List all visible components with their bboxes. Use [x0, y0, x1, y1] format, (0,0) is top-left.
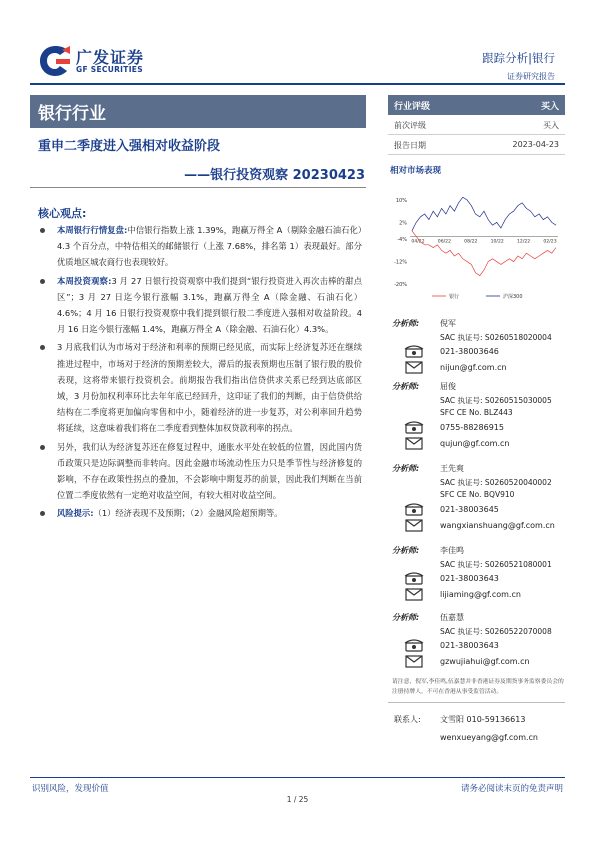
x-tick-label: 06/22	[437, 239, 452, 245]
analyst-name: 李佳鸣	[440, 546, 464, 555]
analyst-name: 屈俊	[440, 382, 456, 391]
analyst-card	[392, 317, 567, 376]
series-line-bank	[412, 231, 556, 276]
prev-rating-value: 买入	[543, 121, 559, 130]
y-tick-label: -12%	[394, 259, 407, 266]
bullet-label: 本周投资观察:	[57, 275, 112, 286]
phone-icon	[404, 502, 424, 516]
analyst-phone	[392, 502, 567, 518]
analyst-role: 分析师:	[392, 382, 420, 391]
analyst-card	[392, 380, 567, 452]
analyst-cert	[392, 394, 567, 407]
analyst-card	[392, 462, 567, 534]
brand-name-cn: 广发证券	[76, 48, 145, 67]
bullet-text: 3 月底我们认为市场对于经济和利率的预期已经见底，而实际上经济复苏还在继续推进过程中，市场对于经济的预期差较大，滞后的报表预期也压制了银行股的股价表现，这将带来银行投资机会。前期报告我们指出信贷供求关系已经到达底部区域，3 月份加权利率环比去年年底已经回升，这印证了我们的判断，由于信贷供给结构在二季度将更加偏向零售和中小，随着经济的进一步复苏，对公利率回升趋势将延续，这意味着我们将在二季度看到整体加权贷款利率的拐点。	[57, 342, 362, 434]
core-bullet	[40, 505, 362, 521]
analyst-name: 伍嘉慧	[440, 613, 464, 622]
analyst-name: 王先爽	[440, 464, 464, 473]
core-bullet	[40, 222, 362, 271]
industry-banner	[30, 95, 366, 128]
analyst-phone-text: 021-38003643	[440, 574, 499, 583]
analyst-cert-text: SAC 执证号: S0260521080001	[440, 560, 552, 569]
analyst-phone-text: 0755-88286915	[440, 423, 504, 432]
contact-phone: 文雪阳 010-59136613	[440, 715, 526, 724]
core-bullet	[40, 439, 362, 504]
x-tick-label: 10/22	[490, 239, 504, 245]
analyst-email-text[interactable]: wangxianshuang@gf.com.cn	[440, 521, 555, 530]
report-subtitle: ——银行投资观察 20230423	[184, 168, 365, 183]
mail-icon	[404, 360, 424, 374]
analyst-cert	[392, 331, 567, 344]
report-title: 重申二季度进入强相对收益阶段	[38, 139, 221, 154]
mail-icon	[404, 654, 424, 668]
phone-icon	[404, 420, 424, 434]
report-type: 跟踪分析|银行	[482, 51, 555, 65]
x-tick-label: 12/22	[516, 239, 531, 245]
analyst-name: 倪军	[440, 319, 456, 328]
analyst-cert-sfc	[392, 407, 567, 420]
gf-logo-icon	[38, 44, 72, 78]
analyst-cert	[392, 558, 567, 571]
prev-rating-label: 前次评级	[394, 121, 426, 130]
analyst-cert	[392, 476, 567, 489]
mail-icon	[404, 436, 424, 450]
bullet-dot-icon	[40, 345, 45, 350]
contact-email[interactable]: wenxueyang@gf.com.cn	[440, 733, 538, 742]
analyst-phone	[392, 420, 567, 436]
bullet-dot-icon	[40, 279, 45, 284]
chart-legend	[432, 293, 523, 300]
analyst-role: 分析师:	[392, 613, 420, 622]
bullet-label: 风险提示:	[57, 508, 94, 519]
relative-performance-heading: 相对市场表现	[390, 166, 442, 176]
x-tick-label: 02/23	[543, 239, 557, 245]
brand-name-en: GF SECURITIES	[76, 65, 143, 74]
core-bullet	[40, 273, 362, 338]
legend-label: 沪深300	[503, 294, 523, 300]
analyst-name-row	[392, 462, 567, 476]
mail-icon	[404, 518, 424, 532]
analyst-cert	[392, 625, 567, 638]
contact-label: 联系人:	[394, 715, 421, 724]
rating-table	[388, 95, 565, 155]
footer-divider	[30, 777, 565, 778]
series-line-csi300	[412, 197, 556, 231]
analyst-email[interactable]	[392, 360, 567, 376]
analyst-card	[392, 544, 567, 603]
analyst-cert-text: SAC 执证号: S0260522070008	[440, 627, 552, 636]
mail-icon	[404, 587, 424, 601]
footer-slogan: 识别风险，发现价值	[32, 784, 109, 794]
analyst-cert-text: SAC 执证号: S0260515030005	[440, 396, 552, 405]
bullet-label: 本周银行行情复盘:	[57, 225, 128, 235]
core-bullet	[40, 339, 362, 436]
bullet-text: 3 月 27 日银行投资观察中我们提到“银行投资进入再次击棒的甜点区”；3 月 27 日迄今银行涨幅 3.1%，跑赢万得全 A（除金融、石油石化）4.6%；4 月 16 日银行投资观察中我们提到银行股二季度进入强相对收益阶段。4 月 16 日迄今银行涨幅 1.4%，跑赢万得全 A（除金融、石油石化）4.3%。	[57, 275, 362, 335]
footer-disclaimer-link[interactable]: 请务必阅读末页的免责声明	[460, 784, 563, 794]
bullet-text: 中信银行指数上涨 1.39%，跑赢万得全 A（剔除金融石油石化）4.3 个百分点，中特估相关的邮储银行（上涨 7.68%，排名第 1）表现最好。部分优质地区城农商行也表现较好。	[57, 225, 362, 268]
rating-current: 买入	[540, 102, 559, 112]
analyst-email-text[interactable]: gzwujiahui@gf.com.cn	[440, 657, 530, 666]
company-logo	[38, 44, 158, 78]
core-views-heading: 核心观点:	[38, 207, 87, 220]
analyst-name-row	[392, 544, 567, 558]
analyst-email-text[interactable]: nijun@gf.com.cn	[440, 363, 507, 372]
y-tick-label: -4%	[397, 237, 407, 244]
analyst-phone-text: 021-38003646	[440, 347, 499, 356]
analyst-cert-sfc-text: SFC CE No. BQV910	[440, 490, 515, 499]
analyst-cert-sfc	[392, 489, 567, 502]
relative-performance-chart	[388, 192, 565, 304]
analyst-phone-text: 021-38003645	[440, 505, 499, 514]
analyst-role: 分析师:	[392, 319, 420, 328]
y-tick-label: 10%	[395, 198, 407, 204]
analyst-email[interactable]	[392, 436, 567, 452]
legend-label: 银行	[449, 294, 460, 300]
phone-icon	[404, 344, 424, 358]
analyst-email[interactable]	[392, 518, 567, 534]
rating-row-prev	[388, 115, 565, 135]
industry-title: 银行行业	[38, 104, 106, 124]
title-divider	[30, 187, 366, 188]
analyst-phone	[392, 571, 567, 587]
license-note: 请注意，倪军,李佳鸣,伍嘉慧并非香港证券及期货事务监察委员会的注册持牌人，不可在香港从事受监管活动。	[392, 679, 564, 695]
analyst-email[interactable]	[392, 654, 567, 670]
page-number: 1 / 25	[286, 795, 309, 804]
rating-header	[388, 95, 565, 115]
analyst-role: 分析师:	[392, 546, 420, 555]
analyst-cert-text: SAC 执证号: S0260520040002	[440, 478, 552, 487]
phone-icon	[404, 571, 424, 585]
bullet-text: （1）经济表现不及预期；（2）金融风险超预期等。	[93, 508, 283, 519]
bullet-dot-icon	[40, 511, 45, 516]
analyst-email[interactable]	[392, 587, 567, 603]
analyst-name-row	[392, 611, 567, 625]
analyst-phone-text: 021-38003643	[440, 641, 499, 650]
report-subtype: 证券研究报告	[507, 72, 555, 81]
report-date-value: 2023-04-23	[512, 140, 559, 149]
bullet-dot-icon	[40, 228, 45, 233]
analyst-cert-text: SAC 执证号: S0260518020004	[440, 333, 552, 342]
rating-heading: 行业评级	[394, 102, 431, 112]
analyst-card	[392, 611, 567, 670]
bullet-text: 另外，我们认为经济复苏还在修复过程中，通胀水平处在较低的位置，因此国内货币政策只是边际调整而非转向。因此金融市场流动性压力只是季节性与经济修复的影响，不存在政策性拐点的叠加，不会影响中期复苏的前景，因此我们判断在当前位置二季度依然有一定绝对收益空间，有较大相对收益空间。	[57, 441, 362, 501]
phone-icon	[404, 638, 424, 652]
analyst-name-row	[392, 380, 567, 394]
analyst-phone	[392, 344, 567, 360]
analyst-role: 分析师:	[392, 464, 420, 473]
y-tick-label: -20%	[394, 282, 407, 288]
report-date-label: 报告日期	[394, 141, 426, 150]
analyst-email-text[interactable]: lijiaming@gf.com.cn	[440, 590, 521, 599]
analyst-cert-sfc-text: SFC CE No. BLZ443	[440, 408, 513, 417]
rating-row-date	[388, 135, 565, 155]
x-tick-label: 04/22	[411, 239, 425, 245]
analyst-phone	[392, 638, 567, 654]
analyst-name-row	[392, 317, 567, 331]
chart-y-ticks	[394, 198, 407, 288]
core-views-list	[40, 222, 362, 524]
bullet-dot-icon	[40, 445, 45, 450]
contact-divider	[388, 702, 565, 703]
chart-x-ticks	[411, 238, 556, 244]
y-tick-label: 2%	[399, 220, 407, 227]
x-tick-label: 08/22	[464, 239, 478, 245]
header-divider	[30, 83, 565, 85]
analyst-email-text[interactable]: qujun@gf.com.cn	[440, 439, 510, 448]
